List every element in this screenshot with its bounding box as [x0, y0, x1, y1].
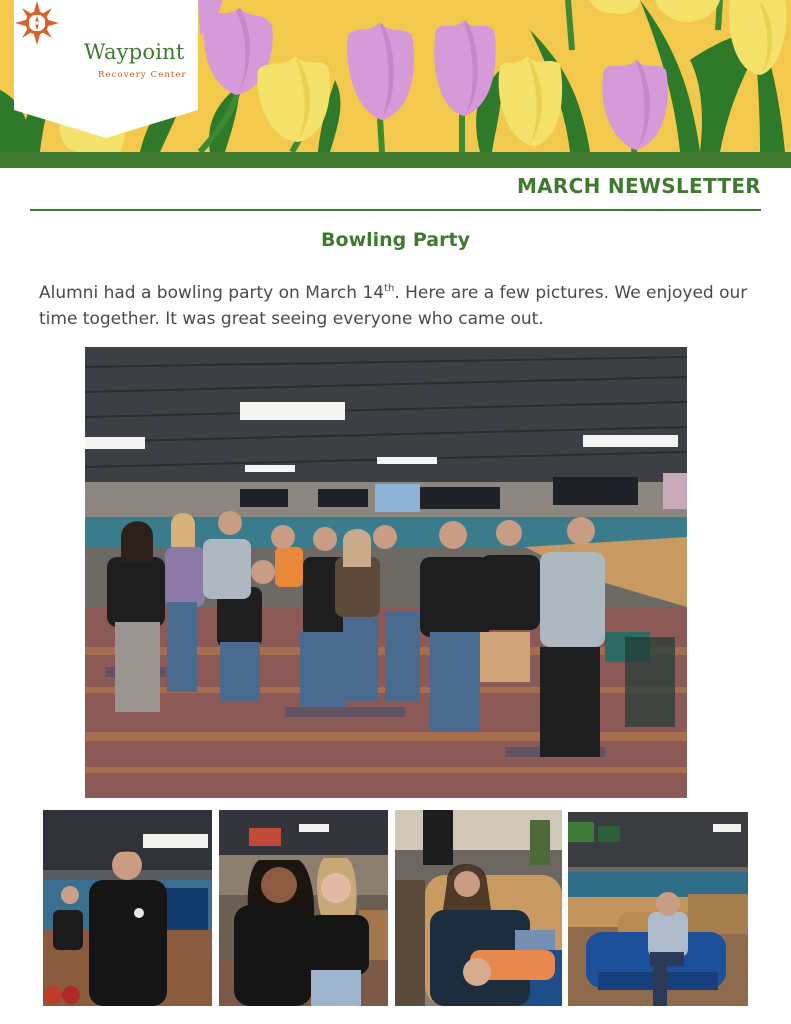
group-photo-image — [85, 347, 687, 798]
newsletter-title: MARCH NEWSLETTER — [516, 174, 761, 198]
header-green-stripe — [0, 152, 791, 168]
photo-woman-with-child-image — [395, 810, 562, 1006]
intro-text-end: . Here are a few pictures. We enjoyed our time together. It was great seeing everyone who came out. — [39, 283, 748, 329]
group-photo — [85, 347, 687, 798]
intro-paragraph — [39, 280, 759, 332]
title-divider — [30, 209, 761, 211]
photo-two-women-image — [219, 810, 388, 1006]
photo-two-women — [219, 810, 388, 1006]
photo-man-on-bench — [568, 812, 748, 1006]
logo-subtitle: Recovery Center — [98, 70, 187, 80]
logo-card — [14, 0, 198, 138]
compass-logo-icon — [14, 0, 60, 46]
photo-man-black-shirt-image — [43, 810, 212, 1006]
logo-name: Waypoint — [84, 40, 185, 64]
photo-woman-with-child — [395, 810, 562, 1006]
photo-man-black-shirt — [43, 810, 212, 1006]
intro-text-start: Alumni had a bowling party on March 14 — [39, 283, 385, 303]
photo-man-on-bench-image — [568, 812, 748, 1006]
section-heading: Bowling Party — [321, 229, 470, 251]
intro-ordinal-suffix: th — [384, 283, 395, 294]
